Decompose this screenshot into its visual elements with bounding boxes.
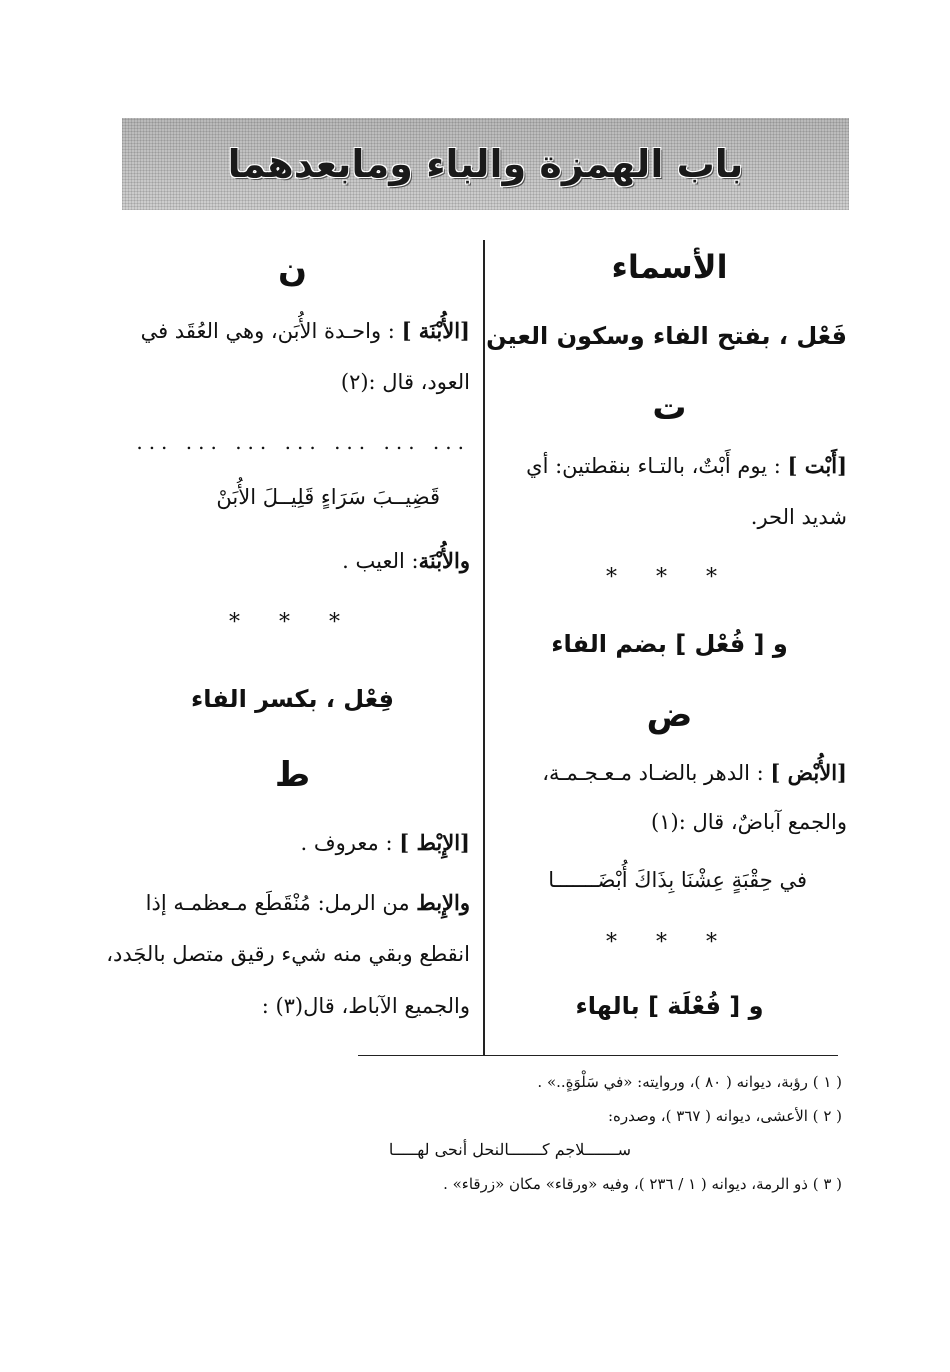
verse-line: قَضِيــبَ سَرَاءٍ قَلِيــلَ الأُبَنْ bbox=[216, 485, 440, 509]
entry-ubna-line2: العود، قال :(٢) bbox=[340, 370, 470, 394]
verse-line: في حِقْبَةٍ عِشْنَا بِذَاكَ أُبْضَـــــــا bbox=[548, 868, 807, 892]
ellipsis-line: ... ... ... ... ... ... ... bbox=[136, 430, 470, 454]
entry-term: [أَبْت ] bbox=[787, 453, 847, 478]
subheading-fal: فَعْل ، بفتح الفاء وسكون العين bbox=[486, 322, 847, 350]
footnote-rule bbox=[358, 1055, 838, 1056]
entry-text: من الرمل: مُنْقَطَع مـعظمـه إذا bbox=[145, 891, 410, 915]
entry-term: والإِبط bbox=[416, 890, 470, 915]
entry-ibt2-line1 bbox=[146, 890, 470, 915]
entry-text: : الدهر بالضـاد مـعـجـمـة، bbox=[542, 761, 764, 785]
footnote-1: ( ١ ) رؤبة، ديوانه ( ٨٠ )، وروايته: «في سَلْوَةٍ..» . bbox=[537, 1073, 842, 1091]
entry-text: : واحـدة الأُبَن، وهي العُقَد في bbox=[140, 319, 395, 343]
column-divider bbox=[483, 240, 485, 1055]
entry-text: : يوم أَبْتٌ، بالتـاء بنقطتين: أي bbox=[526, 454, 781, 478]
entry-text: : العيب . bbox=[342, 549, 419, 573]
entry-term: [الأُبْنَة ] bbox=[401, 318, 470, 343]
entry-ibt bbox=[301, 830, 470, 855]
subheading-fula: و [ فُعْلَة ] بالهاء bbox=[575, 992, 764, 1020]
footnote-3: ( ٣ ) ذو الرمة، ديوانه ( ١ / ٢٣٦ )، وفيه «ورقاء» مكان «زرقاء» . bbox=[443, 1175, 842, 1193]
entry-ibt2-line2: انقطع وبقي منه شيء رقيق متصل بالجَدد، bbox=[106, 942, 470, 966]
entry-ubna2 bbox=[342, 548, 470, 573]
footnote-2-verse: ســـــــلاجم كـــــــالنحل أنحى لهـــــا bbox=[388, 1140, 632, 1159]
entry-abd-line2: والجمع آباضٌ، قال :(١) bbox=[651, 810, 847, 834]
entry-term: [الأُبْض ] bbox=[770, 760, 847, 785]
entry-term: والأُبْنَة bbox=[418, 548, 470, 573]
letter-heading-ta-heavy: ط bbox=[274, 755, 311, 795]
entry-term: [الإِبْط ] bbox=[399, 830, 470, 855]
entry-abt-line1 bbox=[526, 453, 847, 478]
entry-abt-line2: شديد الحر. bbox=[750, 505, 847, 529]
letter-heading-nun: ن bbox=[277, 250, 308, 290]
entry-text: : معروف . bbox=[300, 831, 393, 855]
subheading-fil: فِعْل ، بكسر الفاء bbox=[191, 685, 394, 713]
letter-heading-ta: ت bbox=[652, 388, 687, 428]
separator-stars: * * * bbox=[229, 610, 356, 635]
section-title: الأسماء bbox=[611, 248, 728, 286]
footnote-2: ( ٢ ) الأعشى، ديوانه ( ٣٦٧ )، وصدره: bbox=[607, 1107, 842, 1125]
letter-heading-dad: ض bbox=[646, 695, 693, 735]
separator-stars: * * * bbox=[606, 930, 733, 955]
chapter-title: باب الهمزة والباء ومابعدهما bbox=[227, 142, 744, 186]
subheading-ful: و [ فُعْل ] بضم الفاء bbox=[551, 630, 788, 658]
chapter-banner bbox=[122, 118, 849, 210]
entry-abd-line1 bbox=[542, 760, 847, 785]
entry-ibt2-line3: والجميع الآباط، قال(٣) : bbox=[261, 994, 470, 1018]
separator-stars: * * * bbox=[606, 565, 733, 590]
entry-ubna-line1 bbox=[141, 318, 470, 343]
